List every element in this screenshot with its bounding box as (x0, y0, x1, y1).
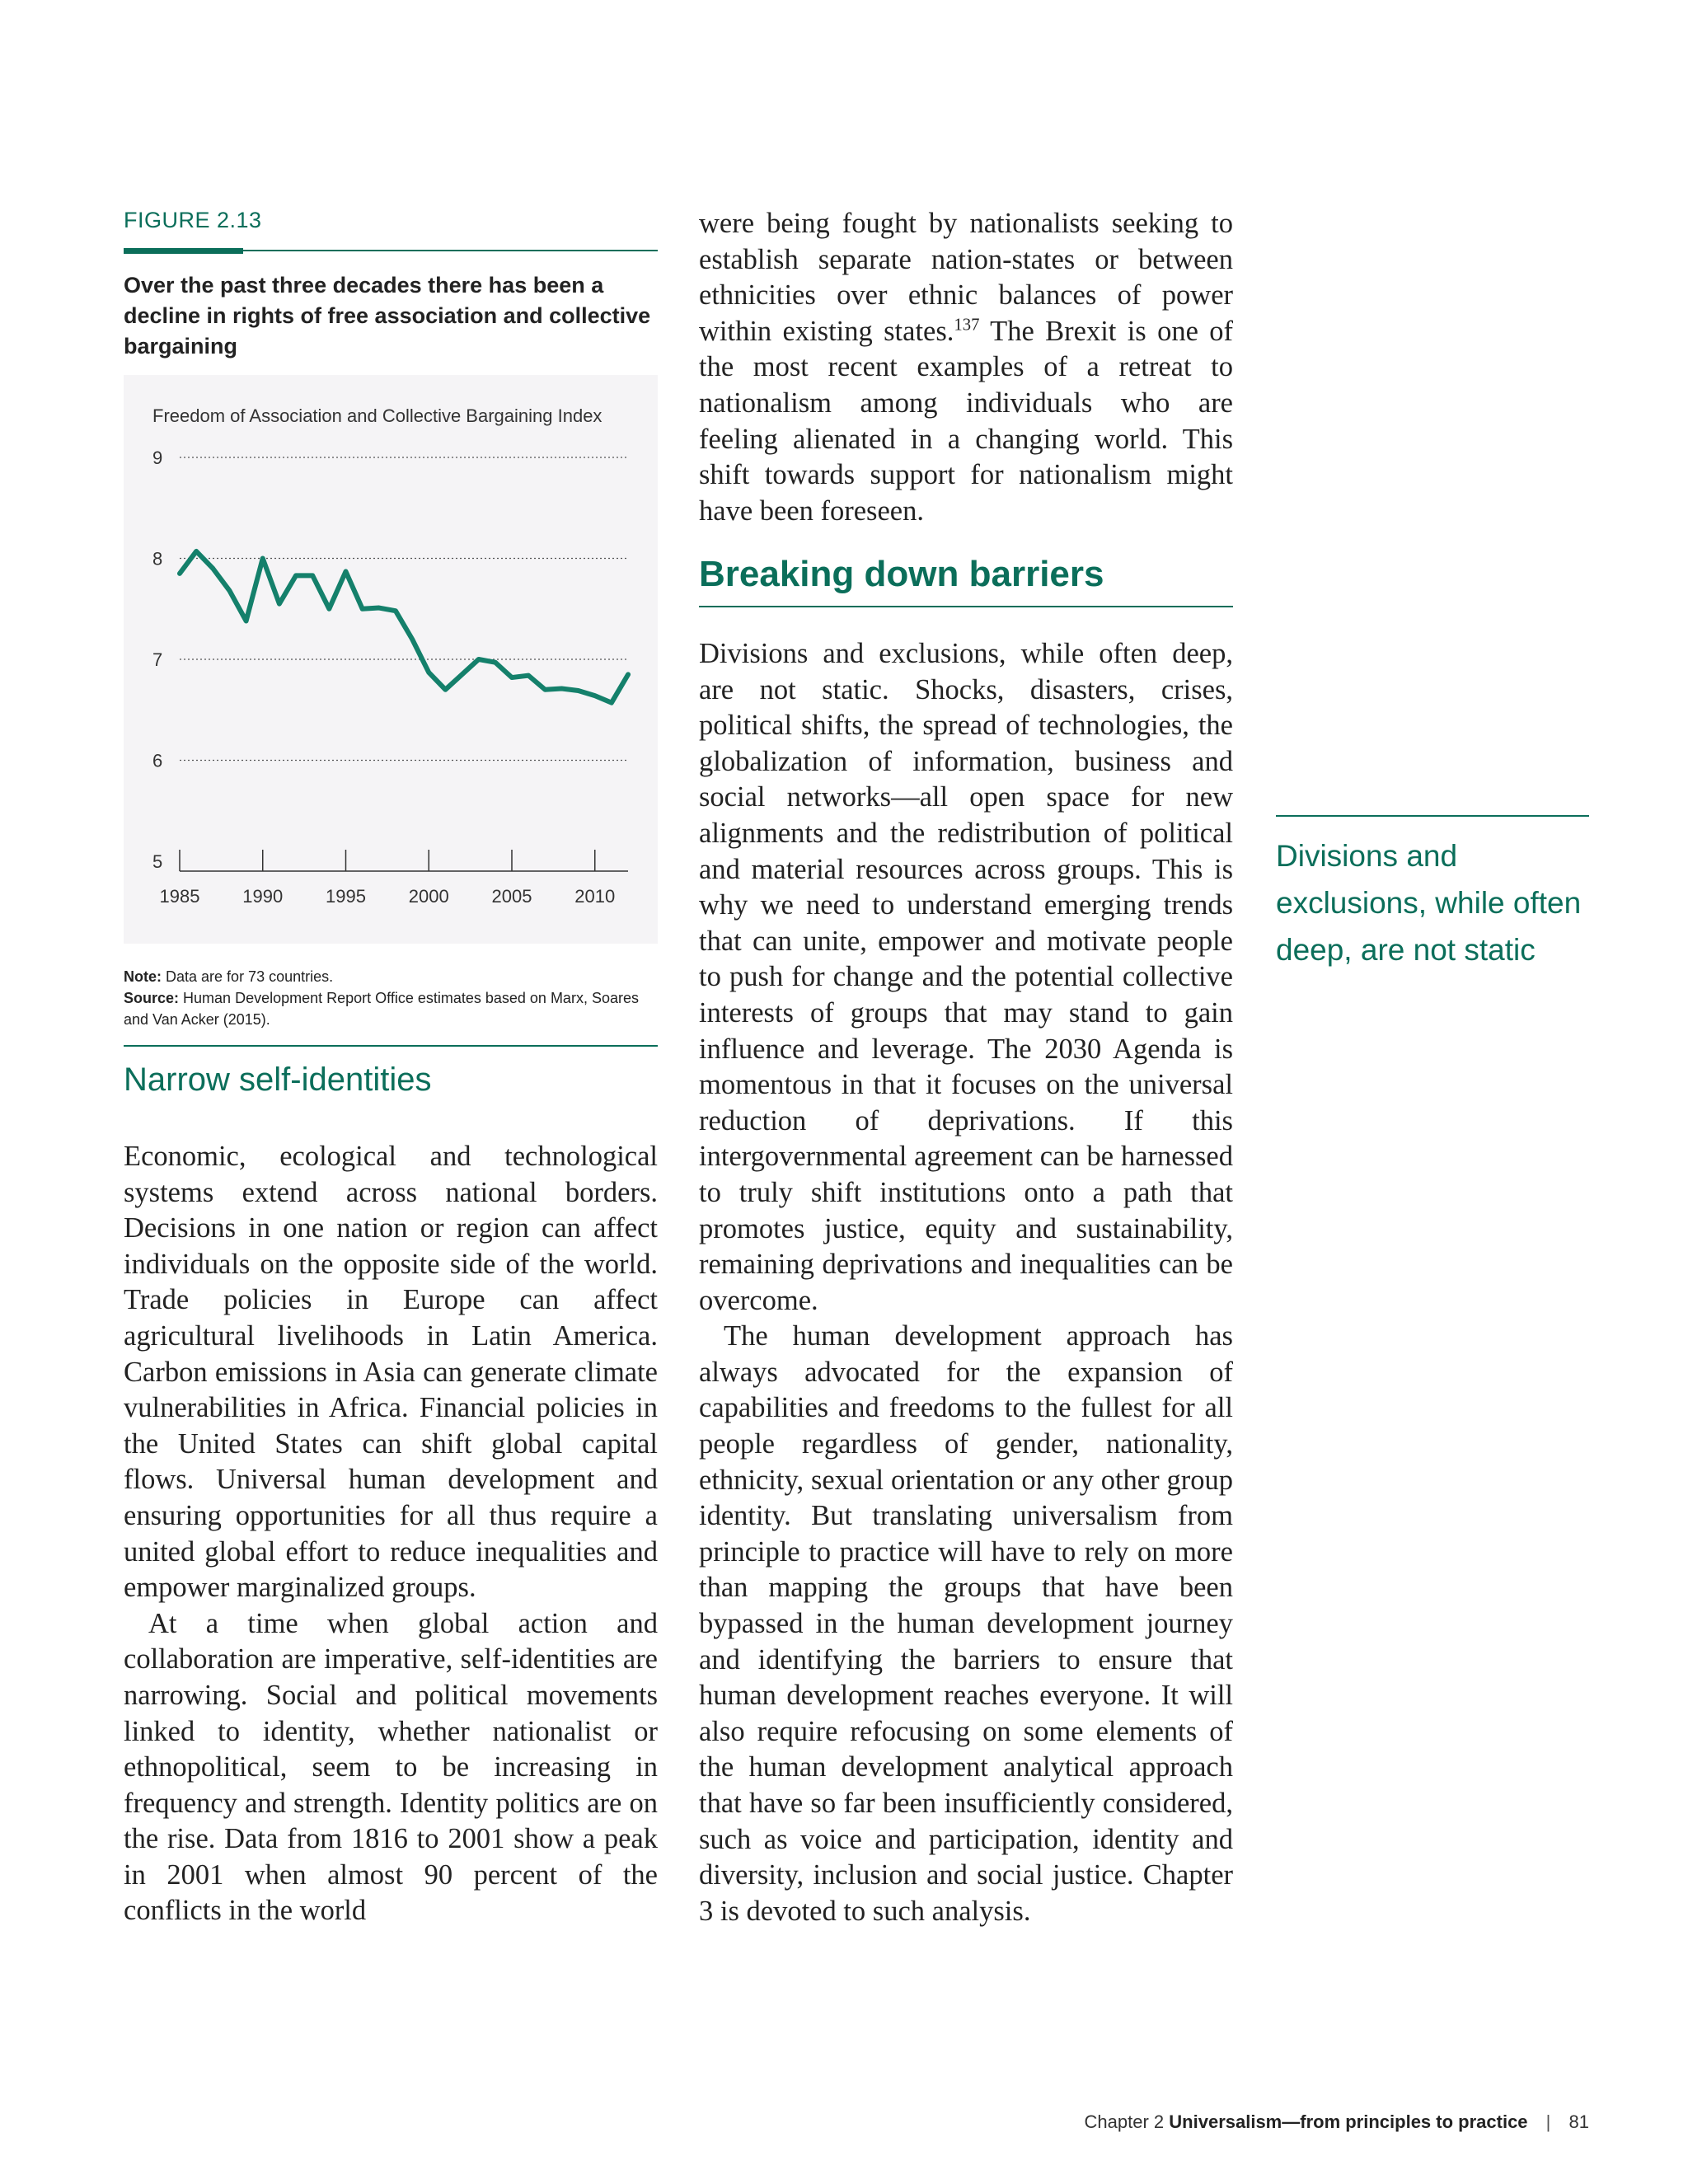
y-tick-label: 8 (152, 548, 163, 569)
pullquote-rule (1276, 815, 1589, 817)
right-column-body (699, 636, 1233, 1929)
paragraph (699, 206, 1233, 529)
chart-title: Freedom of Association and Collective Bargaining Index (152, 405, 603, 426)
note-text: Data are for 73 countries. (166, 968, 334, 985)
section-heading-breaking-down-barriers: Breaking down barriers (699, 554, 1104, 594)
y-tick-label: 5 (152, 851, 163, 872)
y-tick-label: 9 (152, 448, 163, 468)
pullquote: Divisions and exclusions, while often deep, are not static (1276, 839, 1582, 967)
line-chart (124, 375, 658, 944)
footnote-ref[interactable]: 137 (954, 316, 980, 335)
paragraph: At a time when global action and collaboration are imperative, self-identities are narrowing. Social and political movements linked to identity, whether nationalist or ethnopolitical, seem to be increasing in frequency and strength. Identity politics are on the rise. Data from 1816 to 2001 show a peak in 2001 when almost 90 percent of the conflicts in the world (124, 1607, 658, 1927)
paragraph: Economic, ecological and technological systems extend across national borders. Decisions in one nation or region can affect individuals on the opposite side of the world. Trade policies in Europe can affect agricultural livelihoods in Latin America. Carbon emissions in Asia can generate climate vulnerabilities in Africa. Financial policies in the United States can shift global capital flows. Universal human development and ensuring opportunities for all thus require a united global effort to reduce inequalities and empower marginalized groups. (124, 1141, 658, 1604)
footer-separator: | (1545, 2111, 1551, 2132)
x-tick-label: 1995 (326, 886, 366, 907)
chart-x-axis (160, 850, 628, 907)
page-number: 81 (1568, 2111, 1589, 2132)
paragraph: Divisions and exclusions, while often deep, are not static. Shocks, disasters, crises, political shifts, the spread of technologies, the globalization of information, business and social networks—all open space for new alignments and the redistribution of political and material resources across groups. This is why we need to understand emerging trends that can unite, empower and motivate people to push for change and the potential collective interests of groups that may stand to gain influence and leverage. The 2030 Agenda is momentous in that it focuses on the universal reduction of deprivations. If this intergovernmental agreement can be harnessed to truly shift institutions onto a path that promotes justice, equity and sustainability, remaining deprivations and inequalities can be overcome. (699, 638, 1233, 1316)
x-tick-label: 1985 (159, 886, 200, 907)
x-tick-label: 2005 (491, 886, 532, 907)
y-tick-label: 7 (152, 649, 163, 670)
source-text: Human Development Report Office estimates based on Marx, Soares and Van Acker (2015). (124, 990, 639, 1028)
x-tick-label: 2000 (408, 886, 449, 907)
note-line (124, 966, 659, 987)
footer-title: Universalism—from principles to practice (1169, 2111, 1528, 2132)
chart-grid (152, 448, 628, 872)
page-footer (824, 2111, 1589, 2133)
figure-bottom-rule (124, 1045, 658, 1047)
x-tick-label: 2010 (574, 886, 616, 907)
source-line (124, 987, 659, 1030)
chart-series (180, 551, 628, 703)
continuation-text: were being fought by nationalists seeking to establish separate nation-states or between ethnicities over ethnic balances of power within existing states. (699, 208, 1233, 347)
figure-note (124, 966, 659, 1030)
note-label: Note: (124, 968, 162, 985)
right-column-continuation (699, 206, 1233, 529)
left-column-body (124, 1139, 658, 1929)
paragraph: The human development approach has always advocated for the expansion of capabilities and freedoms to the fullest for all people regardless of gender, nationality, ethnicity, sexual orientation or any other group identity. But translating universalism from principle to practice will have to rely on more than mapping the groups that have been bypassed in the human development journey and identifying the barriers to ensure that human development reaches everyone. It will also require refocusing on some elements of the human development analytical approach that have so far been insufficiently considered, such as voice and participation, identity and diversity, inclusion and social justice. Chapter 3 is devoted to such analysis. (699, 1320, 1233, 1927)
source-label: Source: (124, 990, 180, 1006)
y-tick-label: 6 (152, 750, 163, 771)
section-heading-narrow-self-identities: Narrow self-identities (124, 1062, 432, 1098)
x-tick-label: 1990 (242, 886, 284, 907)
figure-caption: Over the past three decades there has been a decline in rights of free association and collective bargaining (124, 273, 651, 359)
figure-label: FIGURE 2.13 (124, 208, 262, 232)
section-rule (699, 606, 1233, 607)
series-line (180, 551, 628, 703)
continuation-text-2: The Brexit is one of the most recent examples of a retreat to nationalism among individuals who are feeling alienated in a changing world. This shift towards support for nationalism might have been foreseen. (699, 315, 1233, 527)
footer-chapter: Chapter 2 (1084, 2111, 1165, 2132)
figure-accent-bar (124, 248, 243, 254)
